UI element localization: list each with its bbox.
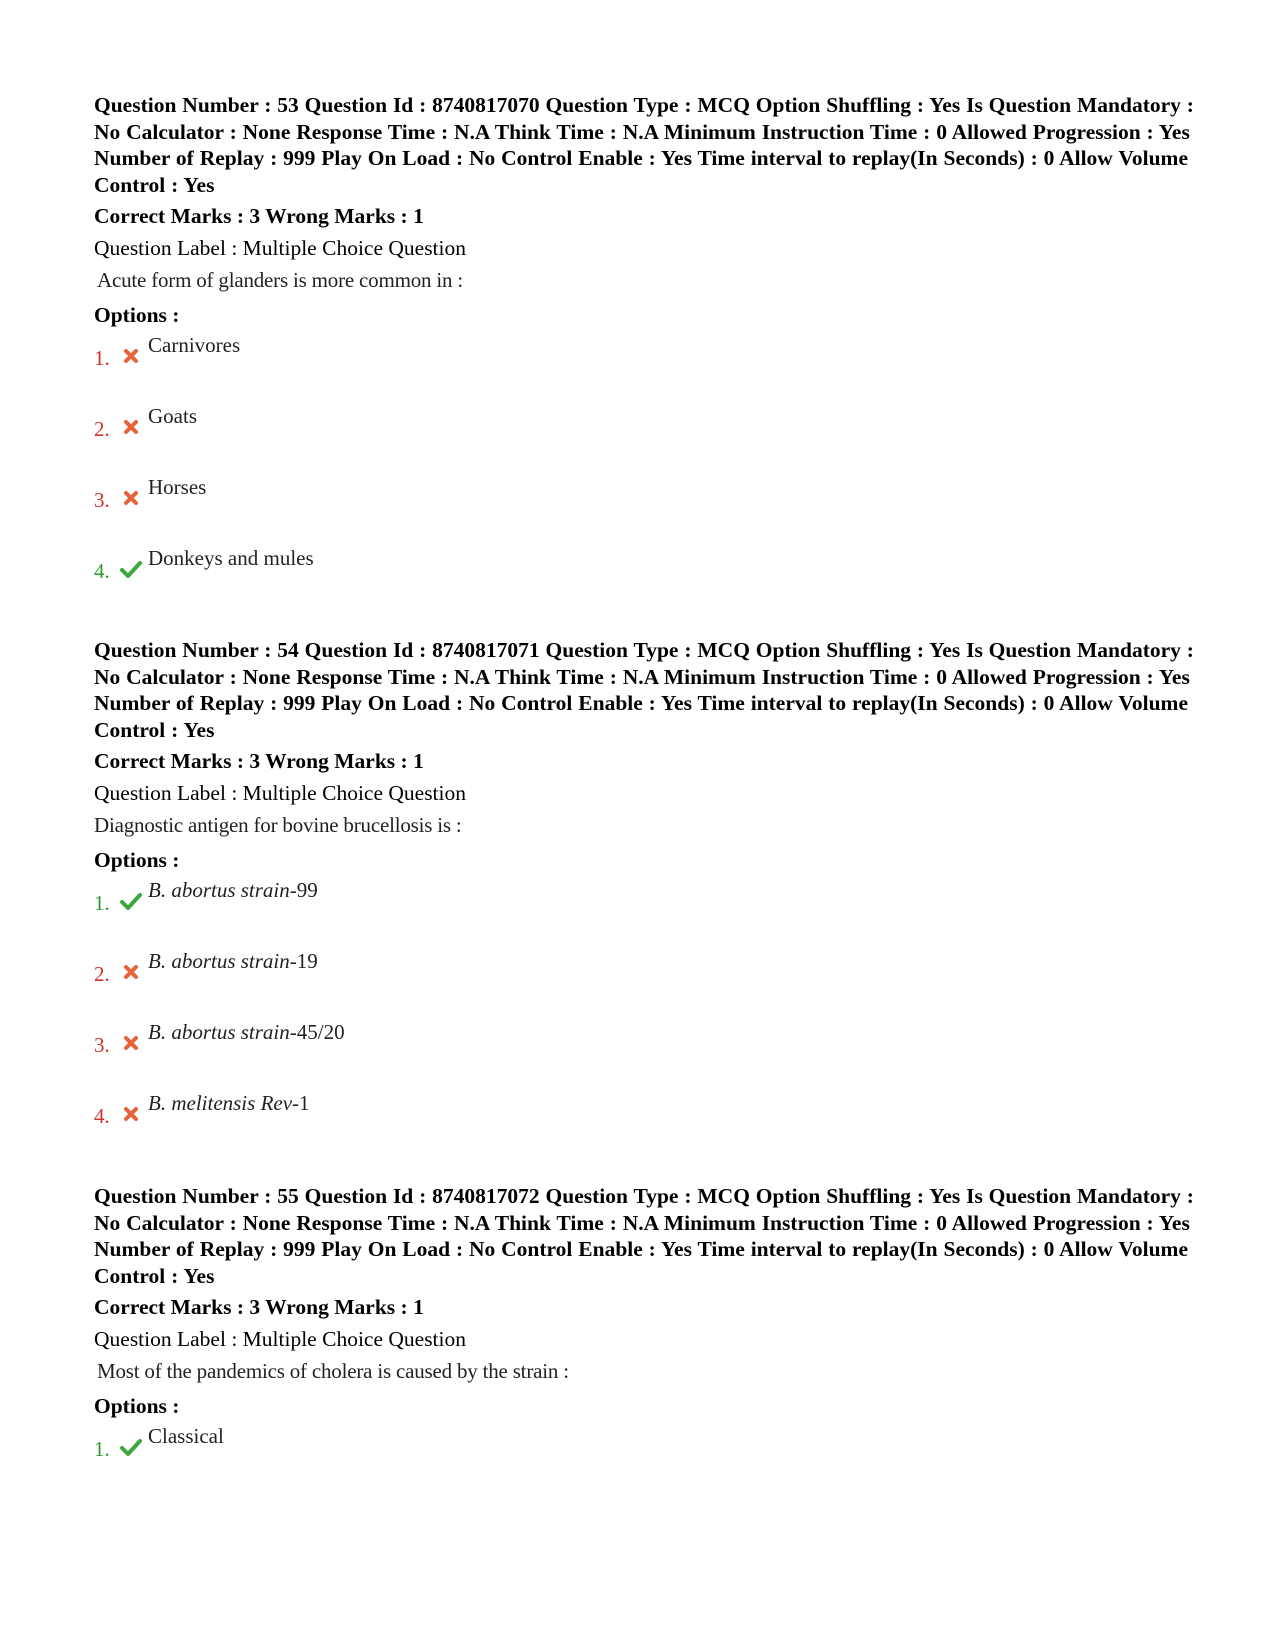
option-text: Classical (148, 1424, 224, 1448)
cross-icon (119, 486, 143, 510)
option-1 (94, 1419, 1194, 1490)
option-suffix-text: -19 (289, 949, 318, 973)
question-label: Question Label : Multiple Choice Question (94, 1327, 467, 1351)
options-heading: Options : (94, 303, 180, 327)
option-3 (94, 470, 1194, 541)
option-number: 1. (94, 891, 110, 915)
cross-icon (119, 960, 143, 984)
option-text (148, 948, 318, 974)
question-text: Diagnostic antigen for bovine brucellosis is : (94, 813, 462, 837)
question-meta: Question Number : 54 Question Id : 8740817071 Question Type : MCQ Option Shuffling : Yes Is Question Mandatory : No Calculator : None Response Time : N.A Think Time : N.A Minimum Instruction Time : 0 Allowed Progression : Yes Number of Replay : 999 Play On Load : No Control Enable : Yes Time interval to replay(In Seconds) : 0 Allow Volume Control : Yes (94, 638, 1194, 742)
option-suffix-text: -45/20 (289, 1020, 345, 1044)
options-list (94, 1419, 1194, 1490)
option-1 (94, 328, 1194, 399)
option-1 (94, 873, 1194, 944)
option-text (148, 1019, 345, 1045)
options-list (94, 873, 1194, 1157)
option-number: 1. (94, 1437, 110, 1461)
option-text: Donkeys and mules (148, 546, 314, 570)
question-marks: Correct Marks : 3 Wrong Marks : 1 (94, 749, 424, 773)
cross-icon (119, 1031, 143, 1055)
option-number: 2. (94, 962, 110, 986)
option-text (148, 1090, 310, 1116)
options-heading: Options : (94, 848, 180, 872)
option-text: Carnivores (148, 333, 241, 357)
check-icon (119, 1435, 143, 1459)
option-suffix-text: -1 (292, 1091, 310, 1115)
cross-icon (119, 1102, 143, 1126)
options-heading: Options : (94, 1394, 180, 1418)
options-list (94, 328, 1194, 612)
option-4 (94, 1086, 1194, 1157)
option-2 (94, 944, 1194, 1015)
option-number: 4. (94, 1104, 110, 1128)
question-label: Question Label : Multiple Choice Question (94, 236, 467, 260)
question-text: Most of the pandemics of cholera is caused by the strain : (97, 1359, 569, 1383)
option-italic-text: B. abortus strain (148, 1020, 290, 1044)
question-meta: Question Number : 55 Question Id : 8740817072 Question Type : MCQ Option Shuffling : Yes Is Question Mandatory : No Calculator : None Response Time : N.A Think Time : N.A Minimum Instruction Time : 0 Allowed Progression : Yes Number of Replay : 999 Play On Load : No Control Enable : Yes Time interval to replay(In Seconds) : 0 Allow Volume Control : Yes (94, 1184, 1194, 1288)
option-suffix-text: -99 (289, 878, 318, 902)
option-italic-text: B. melitensis Rev (148, 1091, 293, 1115)
question-label: Question Label : Multiple Choice Question (94, 781, 467, 805)
check-icon (119, 889, 143, 913)
option-2 (94, 399, 1194, 470)
option-number: 2. (94, 417, 110, 441)
option-4 (94, 541, 1194, 612)
cross-icon (119, 344, 143, 368)
option-text: Horses (148, 475, 207, 499)
option-number: 1. (94, 346, 110, 370)
question-meta: Question Number : 53 Question Id : 8740817070 Question Type : MCQ Option Shuffling : Yes Is Question Mandatory : No Calculator : None Response Time : N.A Think Time : N.A Minimum Instruction Time : 0 Allowed Progression : Yes Number of Replay : 999 Play On Load : No Control Enable : Yes Time interval to replay(In Seconds) : 0 Allow Volume Control : Yes (94, 93, 1194, 197)
option-number: 3. (94, 1033, 110, 1057)
question-marks: Correct Marks : 3 Wrong Marks : 1 (94, 204, 424, 228)
question-54 (94, 637, 1194, 1157)
question-text: Acute form of glanders is more common in : (97, 268, 464, 292)
question-53 (94, 92, 1194, 612)
cross-icon (119, 415, 143, 439)
option-number: 3. (94, 488, 110, 512)
question-marks: Correct Marks : 3 Wrong Marks : 1 (94, 1295, 424, 1319)
option-italic-text: B. abortus strain (148, 949, 290, 973)
option-number: 4. (94, 559, 110, 583)
check-icon (119, 557, 143, 581)
option-italic-text: B. abortus strain (148, 878, 290, 902)
option-text (148, 877, 318, 903)
option-text: Goats (148, 404, 197, 428)
option-3 (94, 1015, 1194, 1086)
question-55 (94, 1183, 1194, 1490)
